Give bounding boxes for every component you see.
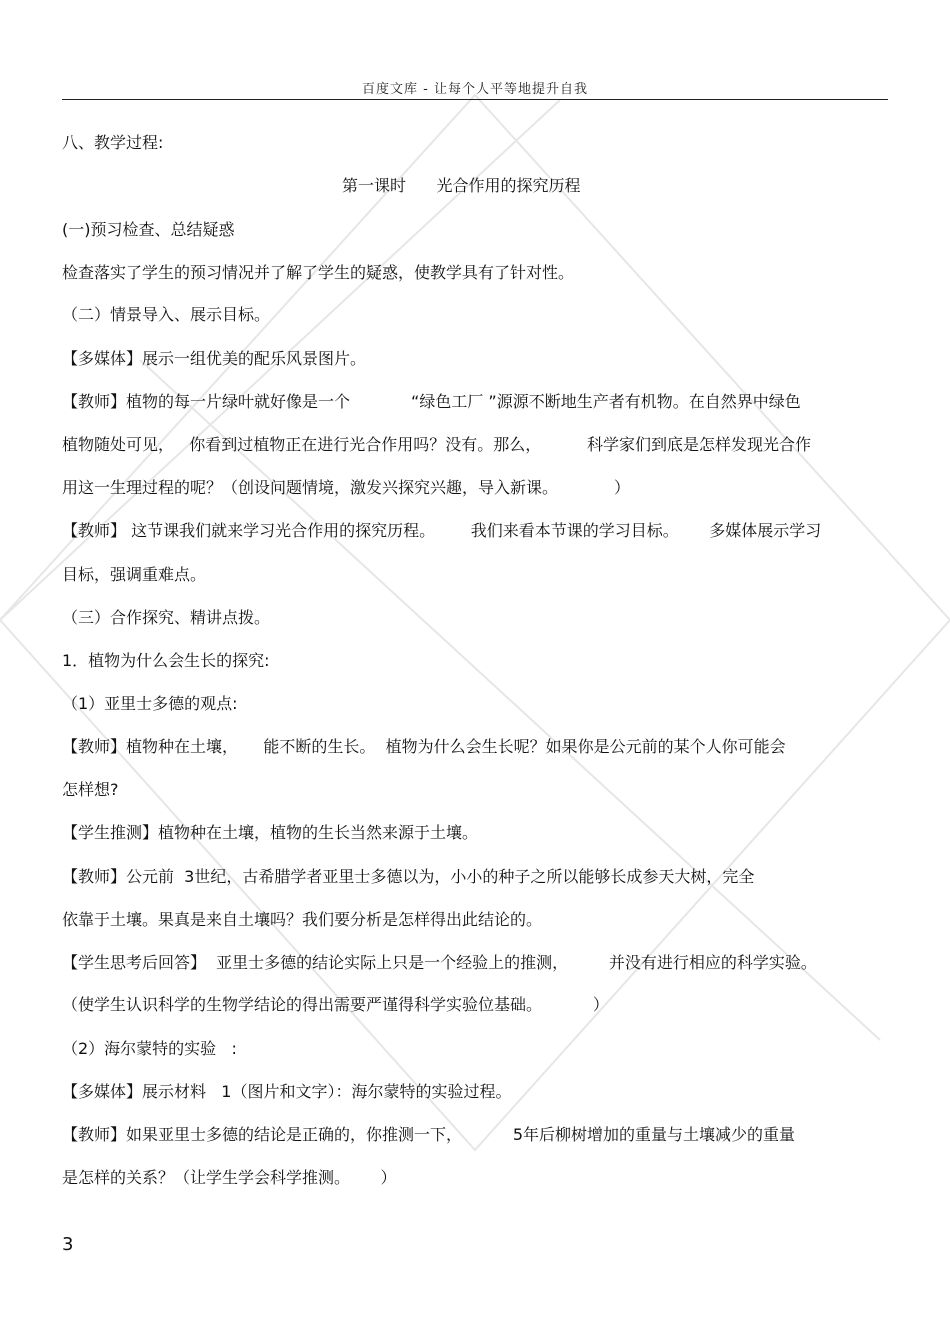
subsection-heading: （二）情景导入、展示目标。 xyxy=(62,305,271,324)
paragraph-line: 【教师】 这节课我们就来学习光合作用的探究历程。 我们来看本节课的学习目标。 多媒体展示学习 xyxy=(62,521,822,540)
paragraph-line: 【教师】如果亚里士多德的结论是正确的，你推测一下， 5年后柳树增加的重量与土壤减少的重量 xyxy=(62,1125,796,1144)
paragraph-line: 【教师】植物的每一片绿叶就好像是一个 “绿色工厂 ”源源不断地生产者有机物。在自然界中绿色 xyxy=(62,392,801,411)
paragraph-line: 是怎样的关系？（让学生学会科学推测。 ） xyxy=(62,1168,397,1187)
page-header: 百度文库 - 让每个人平等地提升自我 xyxy=(362,82,588,97)
paragraph-line: 用这一生理过程的呢？（创设问题情境，激发兴探究兴趣，导入新课。 ） xyxy=(62,478,630,497)
paragraph-line: 目标，强调重难点。 xyxy=(62,565,207,584)
paragraph-line: （使学生认识科学的生物学结论的得出需要严谨得科学实验位基础。 ） xyxy=(62,995,609,1014)
paragraph-line: 【多媒体】展示一组优美的配乐风景图片。 xyxy=(62,349,367,368)
paragraph-line: 【教师】公元前 3世纪，古希腊学者亚里士多德以为，小小的种子之所以能够长成参天大树，完全 xyxy=(62,867,755,886)
paragraph-line: 依靠于土壤。果真是来自土壤吗？我们要分析是怎样得出此结论的。 xyxy=(62,910,543,929)
subsection-heading: 1．植物为什么会生长的探究: xyxy=(62,651,270,670)
paragraph-line: 检查落实了学生的预习情况并了解了学生的疑惑，使教学具有了针对性。 xyxy=(62,263,575,282)
paragraph-line: 【教师】植物种在土壤， 能不断的生长。 植物为什么会生长呢？如果你是公元前的某个人你可能会 xyxy=(62,737,786,756)
paragraph-line: 【学生推测】植物种在土壤，植物的生长当然来源于土壤。 xyxy=(62,823,479,842)
lesson-title: 第一课时 光合作用的探究历程 xyxy=(342,176,581,195)
page-number: 3 xyxy=(62,1234,74,1255)
paragraph-line: 【学生思考后回答】 亚里士多德的结论实际上只是一个经验上的推测， 并没有进行相应的科学实验。 xyxy=(62,953,817,972)
subsection-heading: （三）合作探究、精讲点拨。 xyxy=(62,608,271,627)
subsection-heading: （2）海尔蒙特的实验 : xyxy=(62,1039,237,1058)
subsection-heading: （1）亚里士多德的观点: xyxy=(62,694,238,713)
header-divider xyxy=(62,99,888,100)
subsection-heading: (一)预习检查、总结疑惑 xyxy=(62,220,235,239)
section-heading: 八、教学过程: xyxy=(62,133,164,152)
paragraph-line: 怎样想? xyxy=(62,780,119,799)
paragraph-line: 植物随处可见， 你看到过植物正在进行光合作用吗？没有。那么， 科学家们到底是怎样发现光合作 xyxy=(62,435,812,454)
paragraph-line: 【多媒体】展示材料 1（图片和文字）：海尔蒙特的实验过程。 xyxy=(62,1082,512,1101)
